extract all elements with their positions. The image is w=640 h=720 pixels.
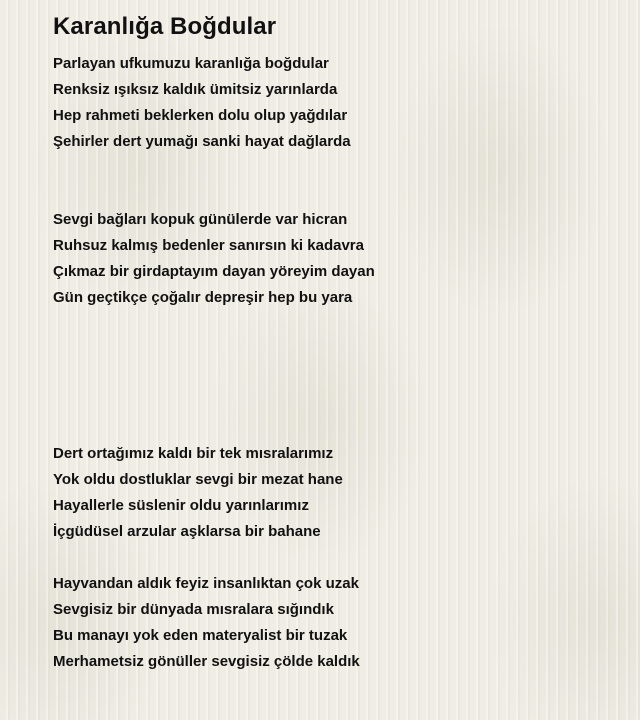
poem-line: Dert ortağımız kaldı bir tek mısralarımız: [53, 445, 334, 462]
stanza-4: [53, 571, 613, 675]
poem-line: Merhametsiz gönüller sevgisiz çölde kaldık: [53, 653, 360, 670]
poem-line: Bu manayı yok eden materyalist bir tuzak: [53, 627, 348, 644]
poem-container: [53, 10, 613, 675]
poem-line: Sevgi bağları kopuk günülerde var hicran: [53, 211, 348, 228]
poem-line: Parlayan ufkumuzu karanlığa boğdular: [53, 55, 329, 72]
poem-line: Gün geçtikçe çoğalır depreşir hep bu yara: [53, 289, 353, 306]
poem-line: Hayallerle süslenir oldu yarınlarımız: [53, 497, 309, 514]
stanza-2: [53, 207, 613, 311]
poem-line: Ruhsuz kalmış bedenler sanırsın ki kadavra: [53, 237, 364, 254]
stanza-1: [53, 51, 613, 155]
poem-line: Yok oldu dostluklar sevgi bir mezat hane: [53, 471, 343, 488]
poem-line: Renksiz ışıksız kaldık ümitsiz yarınlarda: [53, 81, 338, 98]
stanza-3: [53, 441, 613, 545]
poem-line: Sevgisiz bir dünyada mısralara sığındık: [53, 601, 334, 618]
poem-line: Hep rahmeti beklerken dolu olup yağdılar: [53, 107, 348, 124]
poem-line: Çıkmaz bir girdaptayım dayan yöreyim dayan: [53, 263, 375, 280]
poem-line: İçgüdüsel arzular aşklarsa bir bahane: [53, 523, 321, 540]
poem-title: Karanlığa Boğdular: [53, 13, 277, 40]
poem-line: Şehirler dert yumağı sanki hayat dağlarda: [53, 133, 351, 150]
poem-line: Hayvandan aldık feyiz insanlıktan çok uzak: [53, 575, 359, 592]
